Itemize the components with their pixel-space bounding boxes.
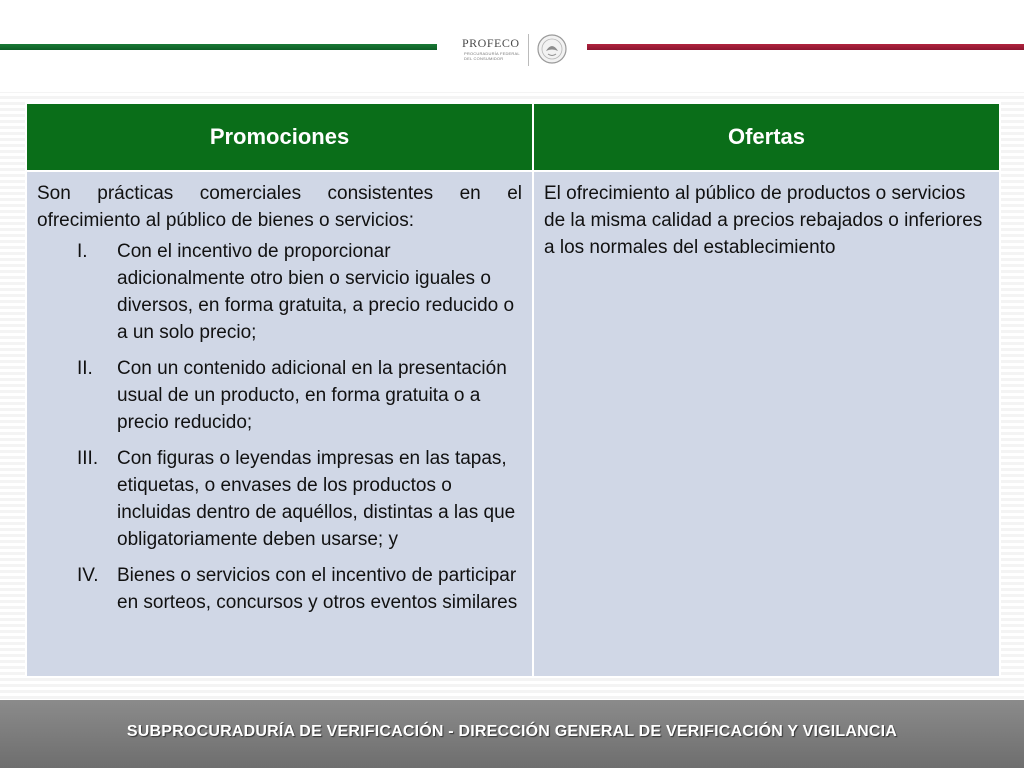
- header-promociones: Promociones: [26, 103, 533, 171]
- comparison-table: [25, 102, 999, 678]
- list-item: [37, 562, 522, 616]
- header-ofertas: Ofertas: [533, 103, 1000, 171]
- promociones-cell: [26, 171, 533, 677]
- list-item-text: Con figuras o leyendas impresas en las tapas, etiquetas, o envases de los productos o incluidas dentro de aquéllos, distintas a las que obligatoriamente deben usarse; y: [117, 448, 516, 550]
- list-item-text: Bienes o servicios con el incentivo de participar en sorteos, concursos y otros eventos similares: [117, 565, 518, 613]
- list-item-text: Con el incentivo de proporcionar adicionalmente otro bien o servicio iguales o diversos, en forma gratuita, a precio reducido o a un solo precio;: [117, 241, 515, 343]
- profeco-logo: [458, 30, 576, 70]
- promociones-list: [37, 238, 522, 616]
- list-item: [37, 238, 522, 346]
- ofertas-text: El ofrecimiento al público de productos o servicios de la misma calidad a precios rebajados o inferiores a los normales del establecimiento: [544, 183, 983, 258]
- list-item-number: I.: [77, 241, 88, 262]
- list-item-number: III.: [77, 448, 99, 469]
- national-seal-icon: [536, 33, 568, 65]
- logo-subtitle-line1: PROCURADURÍA FEDERAL: [464, 51, 520, 56]
- header: [0, 0, 1024, 92]
- ofertas-cell: [533, 171, 1000, 677]
- logo-separator: [528, 34, 529, 66]
- list-item-text: Con un contenido adicional en la presentación usual de un producto, en forma gratuita o a precio reducido;: [117, 358, 507, 433]
- list-item: [37, 355, 522, 436]
- list-item-number: IV.: [77, 565, 99, 586]
- header-red-line: [587, 44, 1024, 50]
- logo-subtitle-line2: DEL CONSUMIDOR: [464, 56, 504, 61]
- header-green-line: [0, 44, 437, 50]
- footer-bar: [0, 700, 1024, 768]
- logo-name: PROFECO: [462, 36, 520, 50]
- list-item: [37, 445, 522, 553]
- footer-text: SUBPROCURADURÍA DE VERIFICACIÓN - DIRECCIÓN GENERAL DE VERIFICACIÓN Y VIGILANCIA: [126, 723, 898, 740]
- promociones-intro: Son prácticas comerciales consistentes en el ofrecimiento al público de bienes o servicios:: [37, 183, 522, 231]
- list-item-number: II.: [77, 358, 93, 379]
